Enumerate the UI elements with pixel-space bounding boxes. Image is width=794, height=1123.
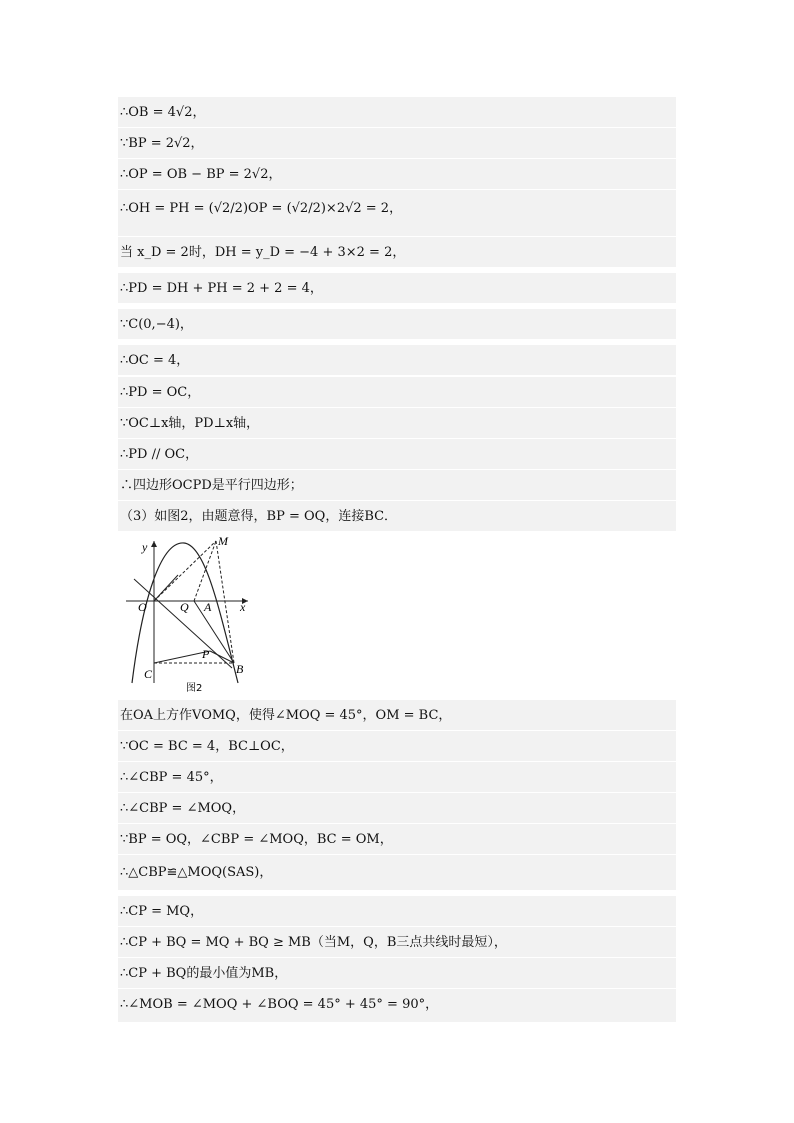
solution-line: ∴OC = 4， <box>118 344 676 375</box>
label-p: P <box>202 647 210 661</box>
figure-caption: 图2 <box>186 683 203 694</box>
solution-line: ∴OB = 4√2， <box>118 96 676 127</box>
solution-line: ∴∠CBP = 45°， <box>118 761 676 792</box>
solution-line: ∵OC = BC = 4，BC⊥OC， <box>118 730 676 761</box>
solution-line: ∵BP = OQ，∠CBP = ∠MOQ，BC = OM， <box>118 823 676 854</box>
solution-line: ∴∠CBP = ∠MOQ， <box>118 792 676 823</box>
label-x: x <box>240 600 246 614</box>
label-y: y <box>142 540 148 554</box>
solution-panel <box>118 96 676 1022</box>
segment-qb <box>194 601 234 663</box>
solution-line: ∵BP = 2√2， <box>118 127 676 158</box>
solution-line: ∴四边形OCPD是平行四边形； <box>118 469 676 500</box>
solution-line: ∴PD = DH + PH = 2 + 2 = 4， <box>118 272 676 303</box>
solution-line: ∵C(0,−4)， <box>118 308 676 339</box>
solution-line: ∴∠MOB = ∠MOQ + ∠BOQ = 45° + 45° = 90°， <box>118 988 676 1022</box>
solution-line: 当 x_D = 2时，DH = y_D = −4 + 3×2 = 2， <box>118 236 676 267</box>
solution-line: ∴PD // OC， <box>118 438 676 469</box>
figure-2 <box>120 533 256 695</box>
solution-line: 在OA上方作VOMQ，使得∠MOQ = 45°，OM = BC， <box>118 699 676 730</box>
segment-mb <box>216 541 234 663</box>
solution-line: （3）如图2，由题意得，BP = OQ，连接BC． <box>118 500 676 531</box>
label-c: C <box>144 667 153 681</box>
segment-qm <box>194 541 216 601</box>
figure-2-diagram <box>120 533 256 695</box>
label-m: M <box>218 534 228 548</box>
solution-line: ∴OH = PH = (√2/2)OP = (√2/2)×2√2 = 2， <box>118 189 676 236</box>
label-q: Q <box>180 600 189 614</box>
solution-line: ∴PD = OC， <box>118 376 676 407</box>
label-a: A <box>204 600 212 614</box>
solution-line: ∵OC⊥x轴，PD⊥x轴， <box>118 407 676 438</box>
solution-line: ∴CP + BQ的最小值为MB， <box>118 957 676 988</box>
solution-line: ∴CP = MQ， <box>118 895 676 926</box>
solution-line: ∴CP + BQ = MQ + BQ ≥ MB（当M，Q，B三点共线时最短）， <box>118 926 676 957</box>
solution-line: ∴OP = OB − BP = 2√2， <box>118 158 676 189</box>
solution-line: ∴△CBP≌△MOQ(SAS)， <box>118 854 676 890</box>
label-o: O <box>138 600 147 614</box>
label-b: B <box>236 662 244 676</box>
y-axis-arrow <box>151 541 157 547</box>
